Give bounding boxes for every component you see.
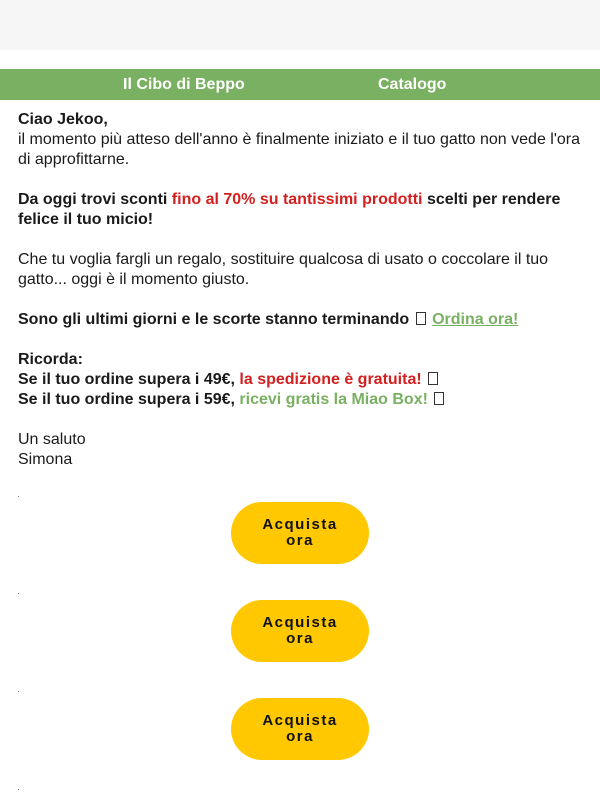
- urgency-line: [18, 310, 582, 330]
- cta-label-line1: Acquista: [262, 516, 338, 533]
- emoji-placeholder-icon: [416, 312, 426, 325]
- signoff: Un saluto: [18, 431, 86, 448]
- promo-highlight: fino al 70% su tantissimi prodotti: [171, 191, 423, 208]
- spacer-dot: [18, 777, 600, 785]
- nav-brand-link[interactable]: Il Cibo di Beppo: [123, 76, 245, 93]
- rule2-highlight: ricevi gratis la Miao Box!: [239, 391, 428, 408]
- cta-label-line2: ora: [286, 630, 314, 647]
- cta-label-line1: Acquista: [262, 614, 338, 631]
- remember-title: Ricorda:: [18, 351, 83, 368]
- gift-text: Che tu voglia fargli un regalo, sostituire qualcosa di usato o coccolare il tuo gatto... oggi è il momento giusto.: [18, 251, 549, 288]
- emoji-placeholder-icon: [434, 392, 444, 405]
- signature: Simona: [18, 451, 73, 468]
- emoji-placeholder-icon: [428, 372, 438, 385]
- nav-catalog-link[interactable]: Catalogo: [378, 76, 447, 93]
- rule1-highlight: la spedizione è gratuita!: [239, 371, 422, 388]
- rule1-prefix: Se il tuo ordine supera i 49€,: [18, 371, 240, 388]
- buy-now-button[interactable]: [231, 600, 369, 662]
- rule-miao-box: [18, 390, 582, 410]
- promo-prefix: Da oggi trovi sconti: [18, 191, 172, 208]
- spacer-dot: [18, 484, 600, 492]
- promo-text: [18, 190, 582, 230]
- navbar: [0, 69, 600, 100]
- greeting: Ciao Jekoo,: [18, 111, 108, 128]
- top-banner-area: [0, 0, 600, 50]
- rule2-prefix: Se il tuo ordine supera i 59€,: [18, 391, 240, 408]
- buy-now-button[interactable]: [231, 698, 369, 760]
- buy-now-button[interactable]: [231, 502, 369, 564]
- spacer-dot: [18, 679, 600, 687]
- spacer-dot: [18, 581, 600, 589]
- urgency-text: Sono gli ultimi giorni e le scorte stanno terminando: [18, 311, 410, 328]
- cta-label-line2: ora: [286, 728, 314, 745]
- cta-label-line2: ora: [286, 532, 314, 549]
- order-now-link[interactable]: Ordina ora!: [432, 311, 519, 328]
- spacer: [0, 50, 600, 69]
- rule-shipping: [18, 370, 582, 390]
- intro-text: il momento più atteso dell'anno è finalmente iniziato e il tuo gatto non vede l'ora di approfittarne.: [18, 131, 581, 168]
- cta-label-line1: Acquista: [262, 712, 338, 729]
- promo-suffix: scelti per rendere felice il tuo micio!: [18, 191, 561, 228]
- email-body: [0, 100, 600, 470]
